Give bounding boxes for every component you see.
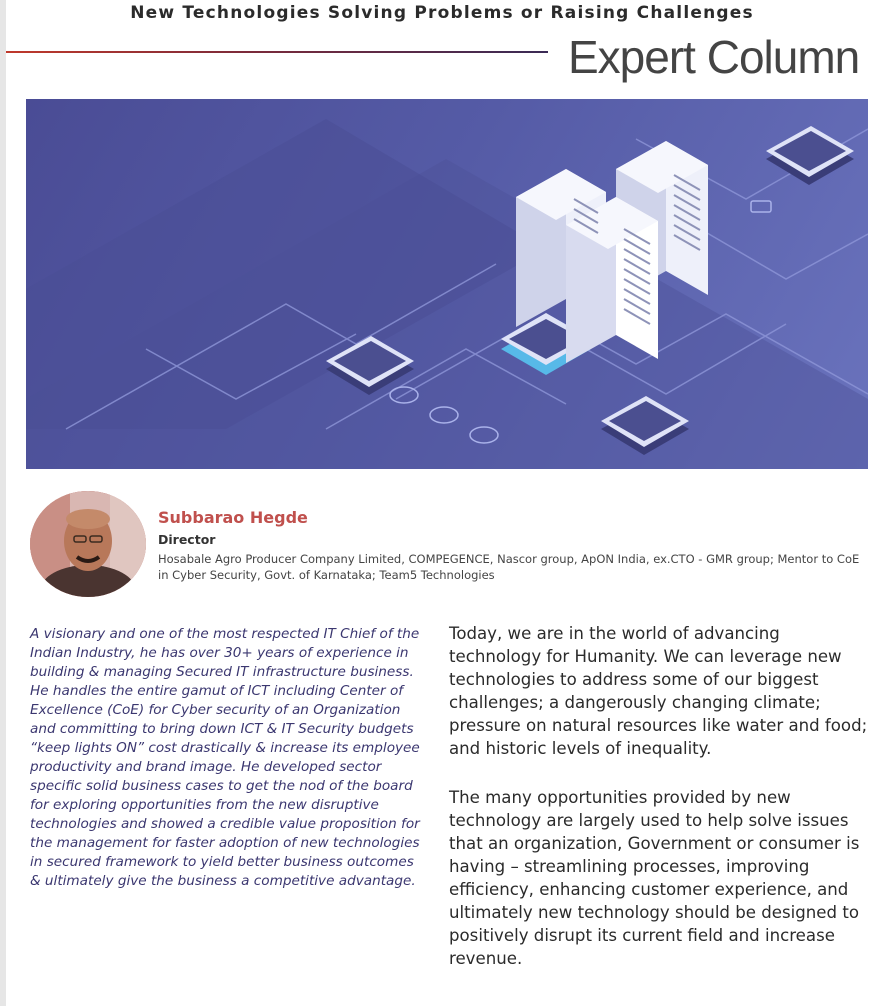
author-portrait-icon: [30, 491, 146, 597]
section-label: Expert Column: [568, 31, 860, 83]
avatar: [30, 491, 146, 597]
author-bio: A visionary and one of the most respected IT Chief of the Indian Industry, he has over 30+ years of experience in building & managing Secured IT infrastructure business. He handles the entire gamut of ICT including Center of Excellence (CoE) for Cyber security of an Organization and committing to bring down ICT & IT Security budgets “keep lights ON” cost drastically & increase its employee productivity and brand image. He developed sector specific solid business cases to get the nod of the board for exploring opportunities from the new disruptive technologies and showed a credible value proposition for the management for faster adoption of new technologies in secured framework to yield better business outcomes & ultimately give the business a competitive advantage.: [30, 626, 420, 889]
author-affiliations: Hosabale Agro Producer Company Limited, COMPEGENCE, Nascor group, ApON India, ex.CTO - GMR group; Mentor to CoE in Cyber Security, Govt. of Karnataka; Team5 Technologies: [158, 552, 860, 582]
article-body: [449, 622, 869, 996]
page-title: New Technologies Solving Problems or Raising Challenges: [130, 3, 754, 23]
author-name: Subbarao Hegde: [158, 508, 308, 527]
author-title: Director: [158, 532, 216, 547]
left-margin-strip: [0, 0, 6, 1006]
article-paragraph: The many opportunities provided by new technology are largely used to help solve issues that an organization, Government or consumer is having – streamlining processes, improving efficiency, enhancing customer experience, and ultimately new technology should be designed to positively disrupt its current field and increase revenue.: [449, 788, 860, 968]
hero-illustration: [26, 99, 868, 469]
server-rack-illustration-icon: [26, 99, 868, 469]
article-paragraph: Today, we are in the world of advancing technology for Humanity. We can leverage new technologies to address some of our biggest challenges; a dangerously changing climate; pressure on natural resources like water and food; and historic levels of inequality.: [449, 624, 868, 758]
header-divider: [6, 51, 548, 53]
